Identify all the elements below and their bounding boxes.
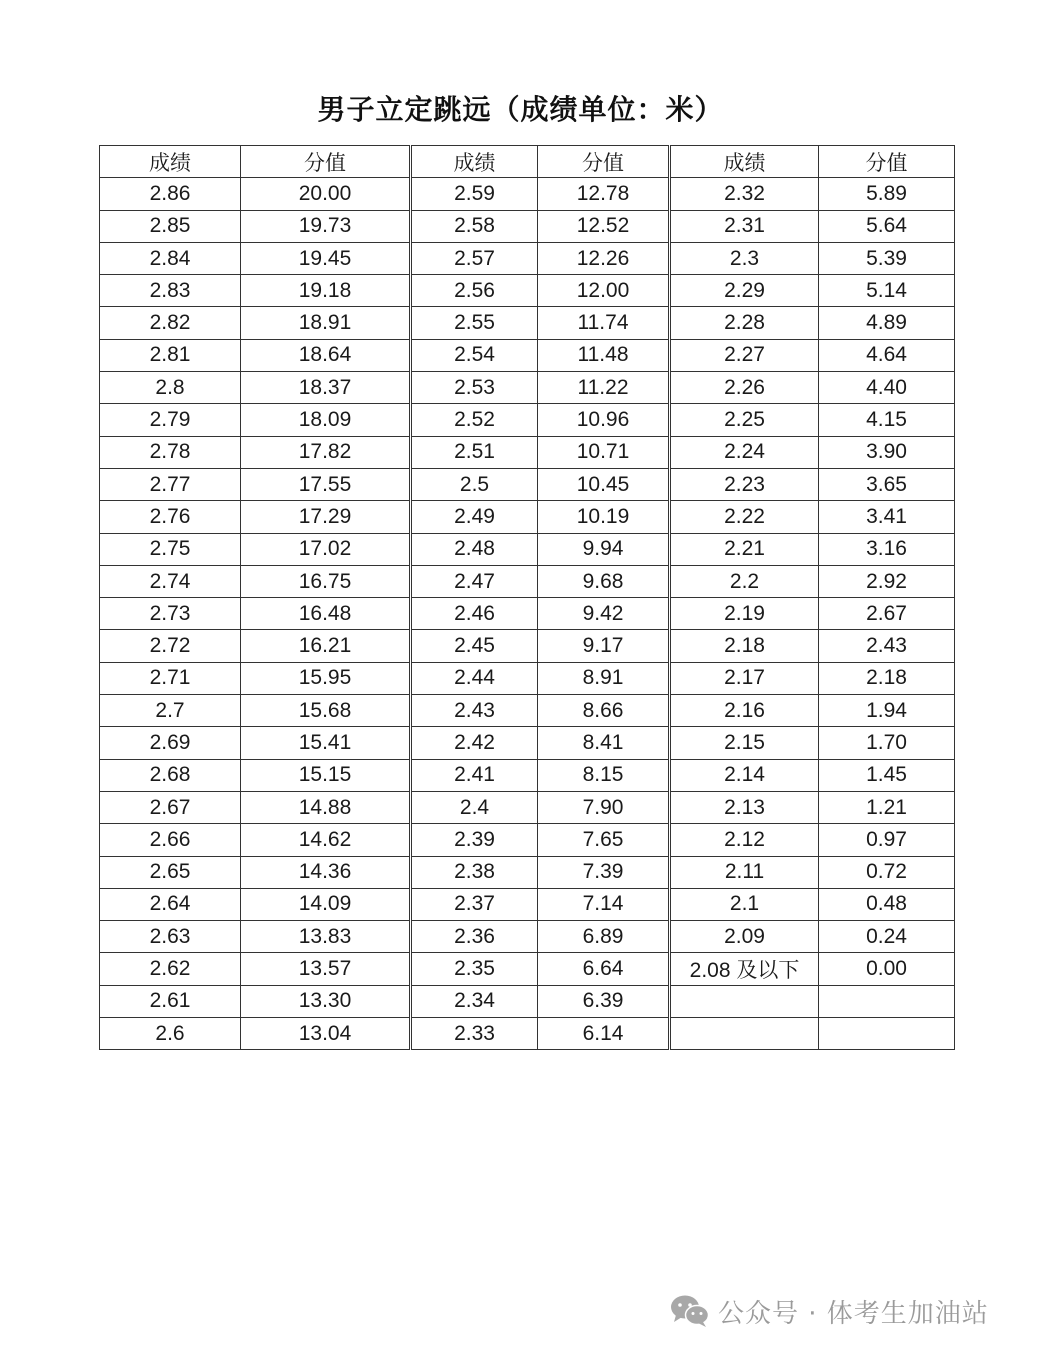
points-cell: 15.41 [241,727,411,759]
points-cell: 4.64 [819,339,955,371]
points-cell: 13.04 [241,1018,411,1050]
score-cell [670,1018,819,1050]
points-cell: 11.48 [538,339,670,371]
points-cell: 14.09 [241,888,411,920]
table-row [100,501,955,533]
score-cell: 2.71 [100,662,241,694]
points-cell: 13.30 [241,985,411,1017]
score-cell: 2.5 [411,468,538,500]
table-row [100,210,955,242]
score-cell: 2.82 [100,307,241,339]
table-body [100,178,955,1050]
score-cell: 2.67 [100,791,241,823]
points-cell: 4.40 [819,372,955,404]
score-cell: 2.86 [100,178,241,210]
points-cell: 13.83 [241,921,411,953]
score-cell: 2.18 [670,630,819,662]
points-cell: 4.15 [819,404,955,436]
score-table [99,145,955,1050]
table-row [100,695,955,727]
table-row [100,242,955,274]
score-cell: 2.28 [670,307,819,339]
page-title: 男子立定跳远（成绩单位：米） [317,93,724,126]
score-cell: 2.52 [411,404,538,436]
score-cell: 2.38 [411,856,538,888]
table-row [100,178,955,210]
points-cell: 14.62 [241,824,411,856]
points-cell: 14.88 [241,791,411,823]
points-cell: 9.17 [538,630,670,662]
score-cell: 2.2 [670,565,819,597]
score-cell: 2.6 [100,1018,241,1050]
score-cell: 2.7 [100,695,241,727]
points-cell: 2.18 [819,662,955,694]
table-row [100,630,955,662]
points-cell: 15.68 [241,695,411,727]
score-cell: 2.68 [100,759,241,791]
points-cell: 17.29 [241,501,411,533]
points-cell [819,985,955,1017]
score-cell: 2.12 [670,824,819,856]
score-cell: 2.34 [411,985,538,1017]
header-score: 成绩 [100,146,241,178]
score-cell: 2.3 [670,242,819,274]
points-cell: 3.16 [819,533,955,565]
points-cell: 3.41 [819,501,955,533]
table-row [100,598,955,630]
score-cell: 2.37 [411,888,538,920]
score-cell: 2.45 [411,630,538,662]
score-cell: 2.29 [670,275,819,307]
score-cell: 2.4 [411,791,538,823]
score-cell: 2.83 [100,275,241,307]
header-score: 成绩 [411,146,538,178]
score-cell: 2.55 [411,307,538,339]
score-cell: 2.27 [670,339,819,371]
points-cell: 6.14 [538,1018,670,1050]
watermark-text: 公众号 · 体考生加油站 [718,1298,989,1329]
table-row [100,307,955,339]
points-cell: 2.92 [819,565,955,597]
points-cell: 11.74 [538,307,670,339]
score-cell: 2.48 [411,533,538,565]
points-cell: 12.00 [538,275,670,307]
score-cell: 2.19 [670,598,819,630]
score-cell: 2.13 [670,791,819,823]
table-row [100,824,955,856]
table-row [100,404,955,436]
score-cell: 2.31 [670,210,819,242]
points-cell: 15.95 [241,662,411,694]
points-cell: 0.97 [819,824,955,856]
points-cell: 7.39 [538,856,670,888]
points-cell: 0.00 [819,953,955,985]
score-cell: 2.25 [670,404,819,436]
points-cell: 17.82 [241,436,411,468]
table-row [100,1018,955,1050]
points-cell [819,1018,955,1050]
score-cell: 2.51 [411,436,538,468]
score-cell: 2.22 [670,501,819,533]
points-cell: 16.48 [241,598,411,630]
score-cell: 2.8 [100,372,241,404]
score-cell: 2.56 [411,275,538,307]
score-cell: 2.47 [411,565,538,597]
points-cell: 12.26 [538,242,670,274]
points-cell: 0.48 [819,888,955,920]
score-cell: 2.21 [670,533,819,565]
points-cell: 10.45 [538,468,670,500]
points-cell: 5.39 [819,242,955,274]
score-cell: 2.76 [100,501,241,533]
table-row [100,662,955,694]
score-cell: 2.14 [670,759,819,791]
score-cell: 2.35 [411,953,538,985]
points-cell: 19.45 [241,242,411,274]
score-cell: 2.64 [100,888,241,920]
points-cell: 7.65 [538,824,670,856]
points-cell: 13.57 [241,953,411,985]
score-cell: 2.81 [100,339,241,371]
table-row [100,759,955,791]
points-cell: 5.14 [819,275,955,307]
header-points: 分值 [241,146,411,178]
score-cell: 2.59 [411,178,538,210]
points-cell: 3.90 [819,436,955,468]
score-cell: 2.85 [100,210,241,242]
table-row [100,921,955,953]
score-cell: 2.44 [411,662,538,694]
score-cell: 2.41 [411,759,538,791]
table-row [100,856,955,888]
table-row [100,339,955,371]
points-cell: 6.39 [538,985,670,1017]
points-cell: 16.75 [241,565,411,597]
points-cell: 5.89 [819,178,955,210]
score-cell: 2.36 [411,921,538,953]
score-cell: 2.49 [411,501,538,533]
points-cell: 15.15 [241,759,411,791]
score-cell: 2.61 [100,985,241,1017]
points-cell: 7.90 [538,791,670,823]
score-cell: 2.74 [100,565,241,597]
points-cell: 8.91 [538,662,670,694]
score-cell: 2.15 [670,727,819,759]
table-row [100,888,955,920]
score-cell: 2.11 [670,856,819,888]
score-cell: 2.24 [670,436,819,468]
table-row [100,275,955,307]
points-cell: 8.41 [538,727,670,759]
points-cell: 18.64 [241,339,411,371]
score-cell: 2.39 [411,824,538,856]
score-cell: 2.43 [411,695,538,727]
watermark [670,1291,989,1331]
score-cell: 2.17 [670,662,819,694]
score-cell: 2.72 [100,630,241,662]
points-cell: 9.94 [538,533,670,565]
table-row [100,533,955,565]
table-row [100,791,955,823]
points-cell: 18.09 [241,404,411,436]
score-cell: 2.23 [670,468,819,500]
score-cell: 2.78 [100,436,241,468]
table-row [100,468,955,500]
score-cell: 2.08 及以下 [670,953,819,985]
points-cell: 19.18 [241,275,411,307]
points-cell: 12.78 [538,178,670,210]
score-cell [670,985,819,1017]
score-cell: 2.73 [100,598,241,630]
score-cell: 2.69 [100,727,241,759]
points-cell: 6.64 [538,953,670,985]
score-cell: 2.66 [100,824,241,856]
points-cell: 11.22 [538,372,670,404]
score-cell: 2.16 [670,695,819,727]
points-cell: 9.68 [538,565,670,597]
points-cell: 20.00 [241,178,411,210]
score-cell: 2.33 [411,1018,538,1050]
points-cell: 0.24 [819,921,955,953]
points-cell: 10.71 [538,436,670,468]
score-cell: 2.42 [411,727,538,759]
score-cell: 2.58 [411,210,538,242]
header-points: 分值 [819,146,955,178]
header-score: 成绩 [670,146,819,178]
points-cell: 19.73 [241,210,411,242]
points-cell: 6.89 [538,921,670,953]
score-cell: 2.57 [411,242,538,274]
score-cell: 2.84 [100,242,241,274]
score-cell: 2.79 [100,404,241,436]
points-cell: 8.66 [538,695,670,727]
points-cell: 0.72 [819,856,955,888]
points-cell: 18.37 [241,372,411,404]
points-cell: 1.45 [819,759,955,791]
points-cell: 1.94 [819,695,955,727]
table-header-row [100,146,955,178]
points-cell: 2.67 [819,598,955,630]
points-cell: 16.21 [241,630,411,662]
points-cell: 1.70 [819,727,955,759]
table-row [100,436,955,468]
score-cell: 2.63 [100,921,241,953]
points-cell: 4.89 [819,307,955,339]
points-cell: 8.15 [538,759,670,791]
score-cell: 2.62 [100,953,241,985]
score-cell: 2.32 [670,178,819,210]
table-row [100,727,955,759]
score-cell: 2.65 [100,856,241,888]
score-cell: 2.1 [670,888,819,920]
points-cell: 9.42 [538,598,670,630]
score-cell: 2.09 [670,921,819,953]
points-cell: 14.36 [241,856,411,888]
table-row [100,372,955,404]
points-cell: 18.91 [241,307,411,339]
points-cell: 10.19 [538,501,670,533]
score-cell: 2.46 [411,598,538,630]
points-cell: 1.21 [819,791,955,823]
score-cell: 2.26 [670,372,819,404]
score-cell: 2.53 [411,372,538,404]
points-cell: 17.02 [241,533,411,565]
score-cell: 2.75 [100,533,241,565]
points-cell: 3.65 [819,468,955,500]
table-row [100,953,955,985]
score-cell: 2.54 [411,339,538,371]
points-cell: 17.55 [241,468,411,500]
points-cell: 2.43 [819,630,955,662]
points-cell: 5.64 [819,210,955,242]
wechat-icon [670,1294,710,1328]
table-row [100,565,955,597]
points-cell: 7.14 [538,888,670,920]
score-cell: 2.77 [100,468,241,500]
header-points: 分值 [538,146,670,178]
points-cell: 12.52 [538,210,670,242]
points-cell: 10.96 [538,404,670,436]
table-row [100,985,955,1017]
